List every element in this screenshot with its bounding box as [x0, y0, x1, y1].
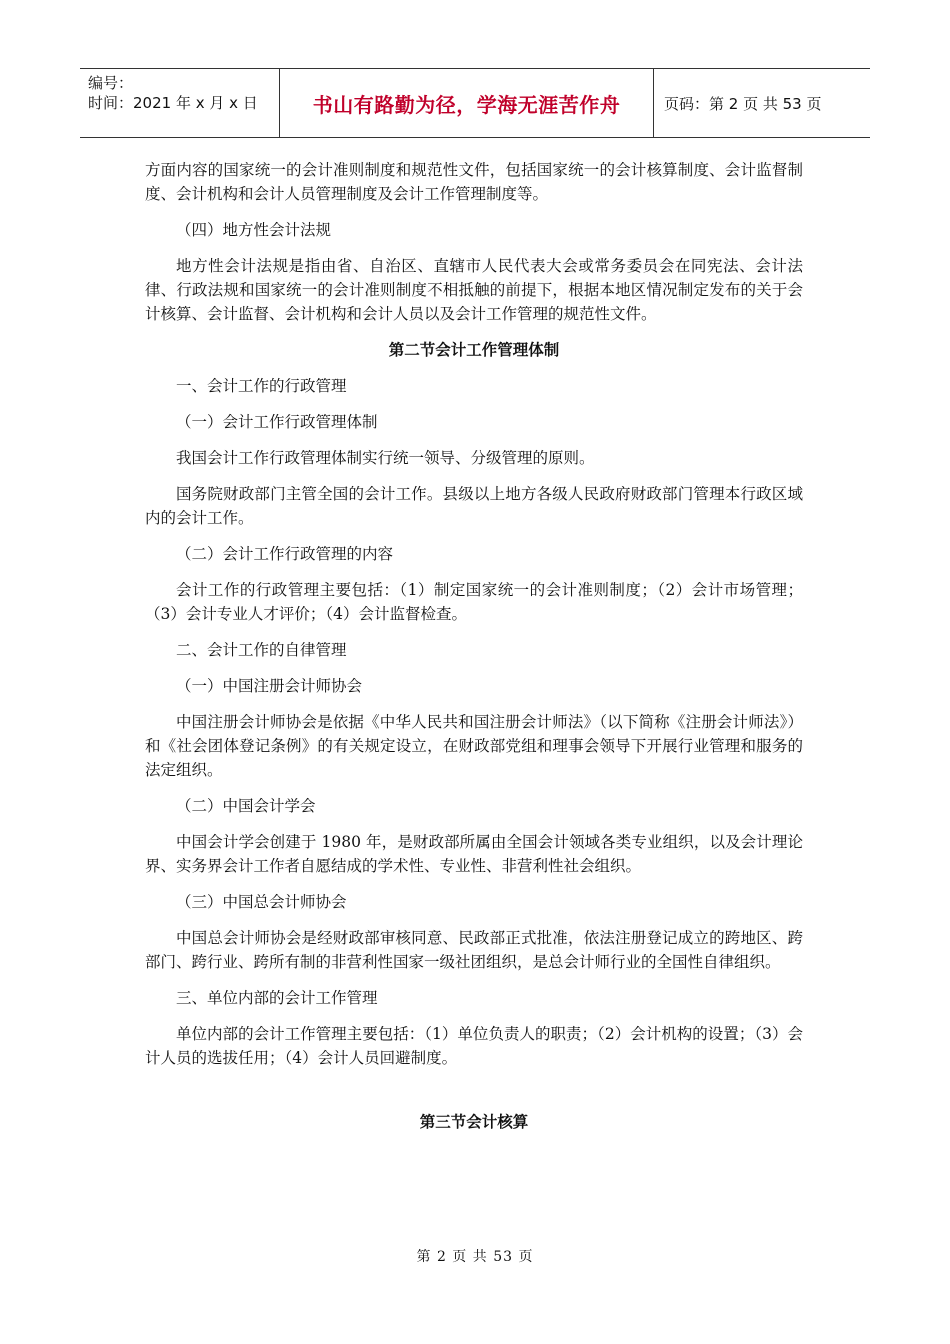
- subsection-heading: （二）中国会计学会: [176, 797, 316, 815]
- page-header: [80, 68, 870, 138]
- page-footer: 第 2 页 共 53 页: [416, 1249, 534, 1265]
- subsection-heading: （四）地方性会计法规: [176, 221, 332, 239]
- document-body: [145, 158, 803, 1146]
- paragraph: 中国总会计师协会是经财政部审核同意、民政部正式批准，依法注册登记成立的跨地区、跨部门、跨行业、跨所有制的非营利性国家一级社团组织，是总会计师行业的全国性自律组织。: [145, 929, 803, 971]
- header-motto: 书山有路勤为径，学海无涯苦作舟: [280, 69, 654, 137]
- document-number-label: 编号：: [88, 74, 134, 92]
- document-date-label: 时间：2021 年 x 月 x 日: [88, 94, 258, 112]
- section-heading: 第三节会计核算: [419, 1113, 529, 1131]
- paragraph: 中国注册会计师协会是依据《中华人民共和国注册会计师法》（以下简称《注册会计师法》）和《社会团体登记条例》的有关规定设立，在财政部党组和理事会领导下开展行业管理和服务的法定组织。: [145, 713, 803, 779]
- section-heading: 第二节会计工作管理体制: [388, 341, 560, 359]
- subsection-heading: （三）中国总会计师协会: [176, 893, 347, 911]
- header-page-info: 页码：第 2 页 共 53 页: [664, 94, 822, 113]
- paragraph: 国务院财政部门主管全国的会计工作。县级以上地方各级人民政府财政部门管理本行政区域内的会计工作。: [145, 485, 803, 527]
- subsection-heading: 二、会计工作的自律管理: [176, 641, 347, 659]
- subsection-heading: （一）会计工作行政管理体制: [176, 413, 378, 431]
- subsection-heading: （二）会计工作行政管理的内容: [176, 545, 394, 563]
- paragraph: 我国会计工作行政管理体制实行统一领导、分级管理的原则。: [176, 449, 595, 467]
- subsection-heading: （一）中国注册会计师协会: [176, 677, 363, 695]
- header-meta: [80, 69, 280, 137]
- paragraph: 中国会计学会创建于 1980 年，是财政部所属由全国会计领域各类专业组织，以及会计理论界、实务界会计工作者自愿结成的学术性、专业性、非营利性社会组织。: [145, 833, 803, 875]
- paragraph: 地方性会计法规是指由省、自治区、直辖市人民代表大会或常务委员会在同宪法、会计法律、行政法规和国家统一的会计准则制度不相抵触的前提下，根据本地区情况制定发布的关于会计核算、会计监督、会计机构和会计人员以及会计工作管理的规范性文件。: [145, 257, 803, 323]
- paragraph: 方面内容的国家统一的会计准则制度和规范性文件，包括国家统一的会计核算制度、会计监督制度、会计机构和会计人员管理制度及会计工作管理制度等。: [145, 161, 803, 203]
- subsection-heading: 三、单位内部的会计工作管理: [176, 989, 378, 1007]
- paragraph: 会计工作的行政管理主要包括：（1）制定国家统一的会计准则制度；（2）会计市场管理；（3）会计专业人才评价；（4）会计监督检查。: [145, 581, 803, 623]
- subsection-heading: 一、会计工作的行政管理: [176, 377, 347, 395]
- paragraph: 单位内部的会计工作管理主要包括：（1）单位负责人的职责；（2）会计机构的设置；（3）会计人员的选拔任用；（4）会计人员回避制度。: [145, 1025, 803, 1067]
